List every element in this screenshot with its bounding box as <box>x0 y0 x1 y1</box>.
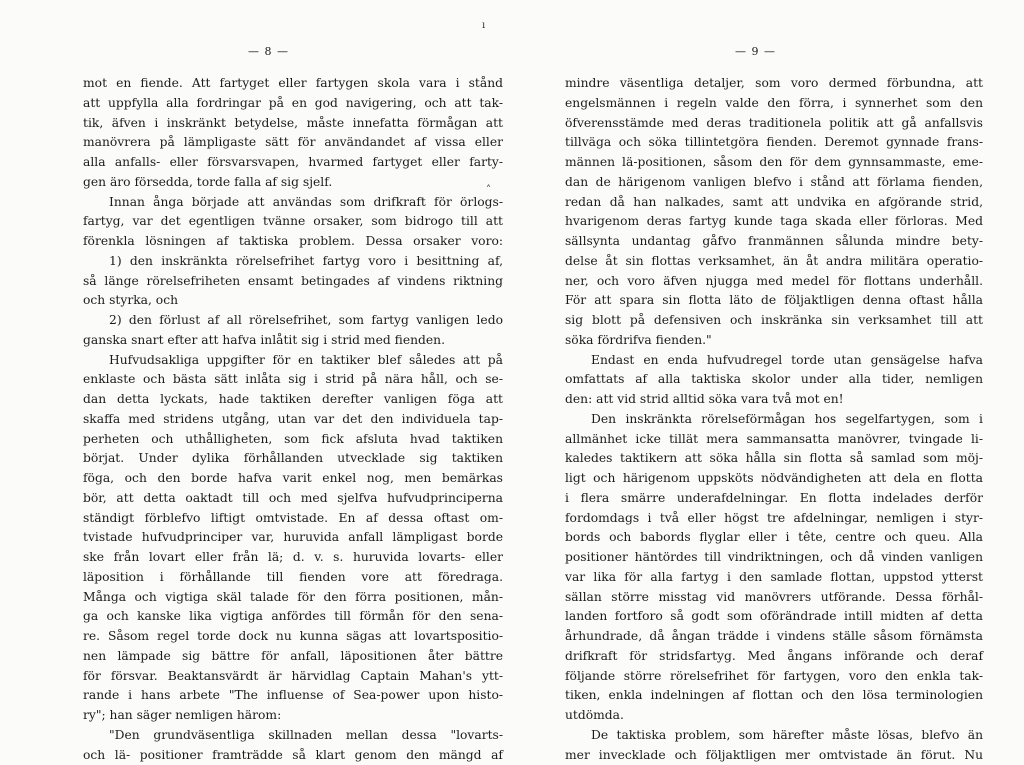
text-line: De taktiska problem, som härefter måste lösas, blefvo än <box>565 726 983 746</box>
text-line: redan då han nalkades, samt att undvika en afgörande strid, <box>565 193 983 213</box>
text-line: ligt och härigenom uppsköts nödvändigheten att dela en flotta <box>565 469 983 489</box>
text-line: positioner häntördes till vindriktningen, och då vinden vanligen <box>565 548 983 568</box>
text-line: ständigt förblefvo liftigt omtvistade. En af dessa oftast om- <box>83 509 503 529</box>
text-line: landen fortforo så godt som oförändrade intill midten af detta <box>565 607 983 627</box>
text-line: för försvar. Beaktansvärdt är härvidlag Captain Mahan's ytt- <box>83 667 503 687</box>
text-line: sällan större misstag vid manövrers utförande. Dessa förhål- <box>565 588 983 608</box>
text-line: öfverensstämde med deras traditionela politik att gå anfallsvis <box>565 114 983 134</box>
text-line: sällsynta undantag gåfvo franmännen sålunda mindre bety- <box>565 232 983 252</box>
text-line: tvistade hufvudprinciper var, huruvida anfall lämpligast borde <box>83 528 503 548</box>
text-line: ske från lovart eller från lä; d. v. s. huruvida lovarts- eller <box>83 548 503 568</box>
page-number: — 8 — <box>248 45 289 58</box>
text-line: mer invecklade och följaktligen mer omtvistade än förut. Nu <box>565 746 983 765</box>
text-line: "Den grundväsentliga skillnaden mellan dessa "lovarts- <box>83 726 503 746</box>
page-text <box>565 74 983 765</box>
text-line: och lä- positioner framträdde så klart genom den mängd af <box>83 746 503 765</box>
text-line: ner, och voro äfven njugga med medel för flottans underhåll. <box>565 272 983 292</box>
text-line: århundrade, då ångan trädde i vindens ställe såsom förnämsta <box>565 627 983 647</box>
text-line: 1) den inskränkta rörelsefrihet fartyg voro i besittning af, <box>83 252 503 272</box>
text-line: enklaste och bästa sätt inlåta sig i strid på nära håll, och se- <box>83 370 503 390</box>
text-line: ganska snart efter att hafva inlåtit sig i strid med fienden. <box>83 331 503 351</box>
print-speck: ˄ <box>486 185 491 196</box>
text-line: drifkraft för stridsfartyg. Med ångans införande och deraf <box>565 647 983 667</box>
text-line: hvarigenom deras fartyg kunde taga skada eller förloras. Med <box>565 212 983 232</box>
text-line: bords och babords flyglar eller i tête, centre och queu. Alla <box>565 528 983 548</box>
text-line: så länge rörelsefriheten ensamt betingades af vindens riktning <box>83 272 503 292</box>
text-line: ga och kanske lika vigtiga anfördes till förmån för den sena- <box>83 607 503 627</box>
text-line: tillväga och söka tillintetgöra fienden. Deremot gynnade frans- <box>565 133 983 153</box>
text-line: den: att vid strid alltid söka vara två mot en! <box>565 390 983 410</box>
text-line: i flera smärre underafdelningar. En flotta indelades derför <box>565 489 983 509</box>
text-line: bör, att detta oaktadt till och med sjelfva hufvudprinciperna <box>83 489 503 509</box>
text-line: Den inskränkta rörelseförmågan hos segelfartygen, som i <box>565 410 983 430</box>
text-line: fartyg, var det egentligen tvänne orsaker, som bidrogo till att <box>83 212 503 232</box>
print-speck: ı <box>482 20 485 31</box>
text-line: börjat. Under dylika förhållanden utvecklade sig taktiken <box>83 449 503 469</box>
text-line: dan de härigenom vanligen blefvo i stånd att förlama fienden, <box>565 173 983 193</box>
text-line: 2) den förlust af all rörelsefrihet, som fartyg vanligen ledo <box>83 311 503 331</box>
left-page <box>48 0 508 750</box>
text-line: re. Såsom regel torde dock nu kunna sägas att lovartspositio- <box>83 627 503 647</box>
text-line: Innan ånga började att användas som drifkraft för örlogs- <box>83 193 503 213</box>
text-line: föga, och den borde hafva varit enkel nog, men bemärkas <box>83 469 503 489</box>
text-line: gen äro försedda, torde falla af sig sjelf. <box>83 173 503 193</box>
text-line: Många och vigtiga skäl talade för den förra positionen, mån- <box>83 588 503 608</box>
text-line: mot en fiende. Att fartyget eller fartygen skola vara i stånd <box>83 74 503 94</box>
text-line: Hufvudsakliga uppgifter för en taktiker blef således att på <box>83 351 503 371</box>
text-line: ry"; han säger nemligen härom: <box>83 706 503 726</box>
text-line: engelsmännen i regeln valde den förra, i synnerhet som den <box>565 94 983 114</box>
text-line: perheten och uthålligheten, som fick afsluta hvad taktiken <box>83 430 503 450</box>
text-line: allmänhet icke tillät mera sammansatta manövrer, tvingade li- <box>565 430 983 450</box>
text-line: nen lämpade sig bättre för anfall, läpositionen åter bättre <box>83 647 503 667</box>
text-line: var lika för alla fartyg i den samlade flottan, uppstod ytterst <box>565 568 983 588</box>
text-line: dan detta lyckats, hade taktiken derefter vanligen föga att <box>83 390 503 410</box>
right-page <box>530 0 990 750</box>
text-line: utdömda. <box>565 706 983 726</box>
text-line: delse åt sin flottas verksamhet, än åt andra militära operatio- <box>565 252 983 272</box>
text-line: rande i hans arbete "The influense of Sea-power upon histo- <box>83 686 503 706</box>
text-line: och styrka, och <box>83 291 503 311</box>
text-line: skaffa med stridens utgång, utan var det den individuela tap- <box>83 410 503 430</box>
text-line: mindre väsentliga detaljer, som voro dermed förbundna, att <box>565 74 983 94</box>
text-line: männen lä-positionen, såsom den för dem gynnsammaste, eme- <box>565 153 983 173</box>
text-line: alla anfalls- eller försvarsvapen, hvarmed fartyget eller farty- <box>83 153 503 173</box>
text-line: läposition i förhållande till fienden vore att föredraga. <box>83 568 503 588</box>
page-text <box>83 74 503 765</box>
text-line: att uppfylla alla fordringar på en god navigering, och att tak- <box>83 94 503 114</box>
text-line: tik, äfven i inskränkt betydelse, måste innefatta förmågan att <box>83 114 503 134</box>
text-line: sig blott på defensiven och inskränka sin verksamhet till att <box>565 311 983 331</box>
text-line: tiken, enkla indelningen af flottan och den lösa terminologien <box>565 686 983 706</box>
text-line: söka fördrifva fienden." <box>565 331 983 351</box>
text-line: För att spara sin flotta läto de följaktligen denna oftast hålla <box>565 291 983 311</box>
text-line: följande större rörelsefrihet för fartygen, voro den enkla tak- <box>565 667 983 687</box>
text-line: manövrera på lämpligaste sätt för användandet af vissa eller <box>83 133 503 153</box>
text-line: Endast en enda hufvudregel torde utan gensägelse hafva <box>565 351 983 371</box>
text-line: förenkla lösningen af taktiska problem. Dessa orsaker voro: <box>83 232 503 252</box>
text-line: omfattats af alla taktiska skolor under alla tider, nemligen <box>565 370 983 390</box>
text-line: kaledes taktikern att söka hålla sin flotta så samlad som möj- <box>565 449 983 469</box>
page-number: — 9 — <box>735 45 776 58</box>
text-line: fordomdags i två eller högst tre afdelningar, nemligen i styr- <box>565 509 983 529</box>
